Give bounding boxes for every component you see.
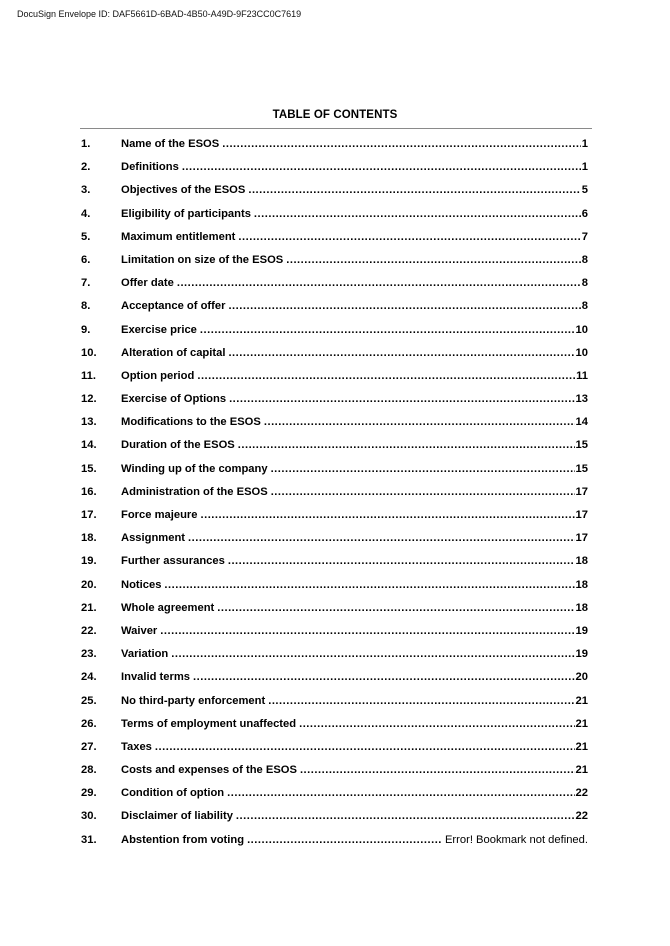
toc-dot-leader [271, 461, 575, 477]
toc-entry[interactable] [81, 484, 588, 507]
toc-dot-leader [197, 368, 575, 384]
toc-entry-number: 12. [81, 393, 97, 406]
toc-dot-leader [229, 391, 574, 407]
toc-entry[interactable] [81, 322, 588, 345]
toc-entry-number: 9. [81, 323, 91, 336]
toc-entry-number: 18. [81, 532, 97, 545]
toc-entry-page[interactable]: 21 [575, 740, 588, 753]
toc-entry-page[interactable]: 18 [575, 601, 588, 614]
toc-dot-leader [155, 739, 575, 755]
toc-entry-page[interactable]: 8 [581, 300, 588, 313]
toc-entry-label[interactable]: Exercise price [121, 323, 197, 336]
toc-dot-leader [177, 275, 581, 291]
toc-entry[interactable] [81, 832, 588, 855]
toc-title: TABLE OF CONTENTS [272, 109, 398, 121]
toc-entry-number: 17. [81, 509, 97, 521]
toc-entry-page[interactable]: 21 [575, 764, 588, 777]
toc-entry[interactable] [81, 298, 588, 321]
toc-entry[interactable] [81, 252, 588, 275]
toc-entry-number: 3. [81, 184, 91, 197]
toc-entry-number: 29. [81, 787, 97, 800]
toc-entry-page[interactable]: 15 [575, 439, 588, 452]
toc-entry-page[interactable]: 14 [575, 416, 588, 429]
toc-dot-leader [254, 206, 581, 222]
toc-entry-number: 22. [81, 624, 97, 637]
toc-dot-leader [238, 437, 575, 453]
toc-entry[interactable] [81, 345, 588, 368]
toc-entry-page[interactable]: 1 [581, 138, 588, 150]
toc-entry[interactable] [81, 530, 588, 553]
toc-entry-page[interactable]: 19 [575, 624, 588, 637]
toc-entry-number: 13. [81, 416, 97, 429]
toc-entry[interactable] [81, 182, 588, 205]
toc-dot-leader [171, 646, 574, 662]
toc-entry-page[interactable]: 21 [575, 694, 588, 707]
toc-entry-number: 30. [81, 810, 97, 823]
toc-entry-number: 25. [81, 694, 97, 707]
toc-entry[interactable] [81, 600, 588, 623]
toc-dot-leader [200, 322, 575, 338]
toc-entry-label[interactable]: Abstention from voting [121, 833, 245, 846]
toc-entry-number: 8. [81, 300, 91, 313]
toc-dot-leader [200, 507, 574, 523]
toc-entry-number: 24. [81, 671, 97, 684]
toc-entry-page[interactable]: 5 [581, 184, 588, 197]
toc-entry-label[interactable]: Assignment [121, 532, 186, 545]
toc-entry-page[interactable]: 13 [575, 393, 588, 406]
toc-entry-page[interactable]: 17 [575, 532, 588, 545]
toc-entry-number: 10. [81, 346, 97, 359]
toc-entry-label[interactable]: Exercise of Options [121, 393, 227, 406]
toc-entry-label[interactable]: Administration of the ESOS [121, 485, 268, 498]
toc-entry-label[interactable]: Whole agreement [121, 601, 215, 614]
toc-entry-label[interactable]: Limitation on size of the ESOS [121, 253, 284, 266]
toc-entry-label[interactable]: Waiver [121, 624, 158, 637]
toc-entry-page[interactable]: 7 [581, 230, 588, 243]
toc-entry[interactable] [81, 762, 588, 785]
toc-entry-page[interactable]: 15 [575, 462, 588, 475]
toc-entry-label[interactable]: Maximum entitlement [121, 230, 236, 243]
toc-entry-page[interactable]: 10 [575, 346, 588, 359]
toc-entry-label[interactable]: Duration of the ESOS [121, 439, 235, 452]
toc-dot-leader [228, 345, 574, 361]
toc-entry-number: 11. [81, 369, 96, 382]
toc-entry-number: 15. [81, 462, 97, 475]
toc-entry-label[interactable]: Definitions [121, 161, 179, 174]
toc-entry-label[interactable]: Variation [121, 648, 169, 661]
toc-entry[interactable] [81, 553, 588, 576]
toc-entry-label[interactable]: Notices [121, 578, 162, 591]
toc-entry-label[interactable]: Costs and expenses of the ESOS [121, 764, 297, 777]
toc-entry-label[interactable]: Acceptance of offer [121, 300, 226, 313]
toc-entry[interactable] [81, 229, 588, 252]
toc-entry[interactable] [81, 159, 588, 182]
toc-entry[interactable] [81, 507, 588, 530]
toc-entry-label[interactable]: Alteration of capital [121, 346, 226, 359]
toc-dot-leader [228, 553, 575, 569]
toc-entry-number: 23. [81, 648, 97, 661]
toc-dot-leader [248, 182, 580, 198]
toc-entry-label[interactable]: Disclaimer of liability [121, 810, 233, 823]
toc-dot-leader [299, 716, 574, 732]
toc-entry-page[interactable]: 6 [581, 207, 588, 220]
toc-entry[interactable] [81, 577, 588, 600]
toc-entry-page[interactable]: 8 [581, 253, 588, 266]
toc-entry-page[interactable]: 17 [575, 485, 588, 498]
toc-dot-leader [286, 252, 581, 268]
toc-dot-leader [217, 600, 574, 616]
toc-entry-number: 1. [81, 138, 91, 150]
toc-dot-leader [227, 785, 574, 801]
toc-entry-label[interactable]: Objectives of the ESOS [121, 184, 246, 197]
toc-entry[interactable] [81, 206, 588, 229]
toc-entry-number: 28. [81, 764, 97, 777]
toc-entry-label[interactable]: Option period [121, 369, 195, 382]
toc-entry-label[interactable]: Taxes [121, 740, 152, 753]
toc-dot-leader [222, 136, 581, 152]
toc-entry-label[interactable]: Offer date [121, 277, 174, 290]
table-of-contents [81, 136, 588, 855]
toc-entry-number: 21. [81, 601, 97, 614]
toc-entry-page[interactable]: 18 [575, 555, 588, 568]
toc-entry-label[interactable]: Invalid terms [121, 671, 191, 684]
toc-entry[interactable] [81, 785, 588, 808]
toc-dot-leader [238, 229, 580, 245]
toc-entry[interactable] [81, 669, 588, 692]
toc-entry[interactable] [81, 437, 588, 460]
toc-entry-page[interactable]: 1 [581, 161, 588, 174]
toc-entry[interactable] [81, 368, 588, 391]
toc-entry-page[interactable]: 18 [575, 578, 588, 591]
toc-entry-label[interactable]: No third-party enforcement [121, 694, 266, 707]
toc-entry-number: 6. [81, 253, 91, 266]
toc-dot-leader [164, 577, 574, 593]
toc-entry-page[interactable]: 17 [575, 509, 588, 521]
toc-entry-number: 20. [81, 578, 97, 591]
toc-dot-leader [271, 484, 575, 500]
toc-entry-page-error[interactable]: Error! Bookmark not defined. [444, 833, 588, 846]
toc-entry-page[interactable]: 10 [575, 323, 588, 336]
toc-dot-leader [160, 623, 574, 639]
toc-entry-number: 16. [81, 485, 97, 498]
toc-entry-number: 5. [81, 230, 91, 243]
toc-entry[interactable] [81, 646, 588, 669]
toc-dot-leader [228, 298, 580, 314]
toc-entry-number: 4. [81, 207, 91, 220]
toc-entry-number: 2. [81, 161, 91, 174]
toc-entry[interactable] [81, 136, 588, 159]
toc-entry-page[interactable]: 19 [575, 648, 588, 661]
toc-entry[interactable] [81, 414, 588, 437]
toc-entry-number: 31. [81, 833, 97, 846]
toc-entry-label[interactable]: Winding up of the company [121, 462, 268, 475]
toc-entry[interactable] [81, 461, 588, 484]
toc-dot-leader [300, 762, 575, 778]
toc-dot-leader [182, 159, 581, 175]
docusign-envelope-id: DocuSign Envelope ID: DAF5661D-6BAD-4B50-A49D-9F23CC0C7619 [17, 9, 302, 19]
toc-entry-label[interactable]: Terms of employment unaffected [121, 717, 297, 730]
toc-entry-number: 26. [81, 717, 97, 730]
toc-entry-label[interactable]: Further assurances [121, 555, 225, 568]
toc-dot-leader [193, 669, 575, 685]
toc-entry-label[interactable]: Eligibility of participants [121, 207, 251, 220]
toc-entry[interactable] [81, 623, 588, 646]
toc-entry-page[interactable]: 20 [575, 671, 588, 684]
toc-entry[interactable] [81, 808, 588, 831]
toc-dot-leader [236, 808, 575, 824]
toc-entry-label[interactable]: Condition of option [121, 787, 225, 800]
toc-entry-number: 19. [81, 555, 97, 568]
toc-entry[interactable] [81, 693, 588, 716]
toc-entry[interactable] [81, 716, 588, 739]
toc-title-divider [80, 128, 592, 129]
toc-entry-number: 14. [81, 439, 97, 452]
toc-dot-leader [268, 693, 574, 709]
toc-entry[interactable] [81, 275, 588, 298]
toc-dot-leader [188, 530, 575, 546]
toc-entry-label[interactable]: Modifications to the ESOS [121, 416, 261, 429]
toc-entry-label[interactable]: Name of the ESOS [121, 138, 220, 150]
toc-entry-page[interactable]: 22 [575, 787, 588, 800]
toc-dot-leader [264, 414, 575, 430]
toc-entry-page[interactable]: 21 [575, 717, 588, 730]
toc-entry[interactable] [81, 391, 588, 414]
toc-entry-number: 7. [81, 277, 91, 290]
toc-entry-number: 27. [81, 740, 97, 753]
toc-entry-page[interactable]: 11 [576, 369, 588, 382]
toc-entry[interactable] [81, 739, 588, 762]
toc-entry-label[interactable]: Force majeure [121, 509, 198, 521]
toc-dot-leader [247, 832, 441, 848]
toc-entry-page[interactable]: 8 [581, 277, 588, 290]
toc-entry-page[interactable]: 22 [575, 810, 588, 823]
